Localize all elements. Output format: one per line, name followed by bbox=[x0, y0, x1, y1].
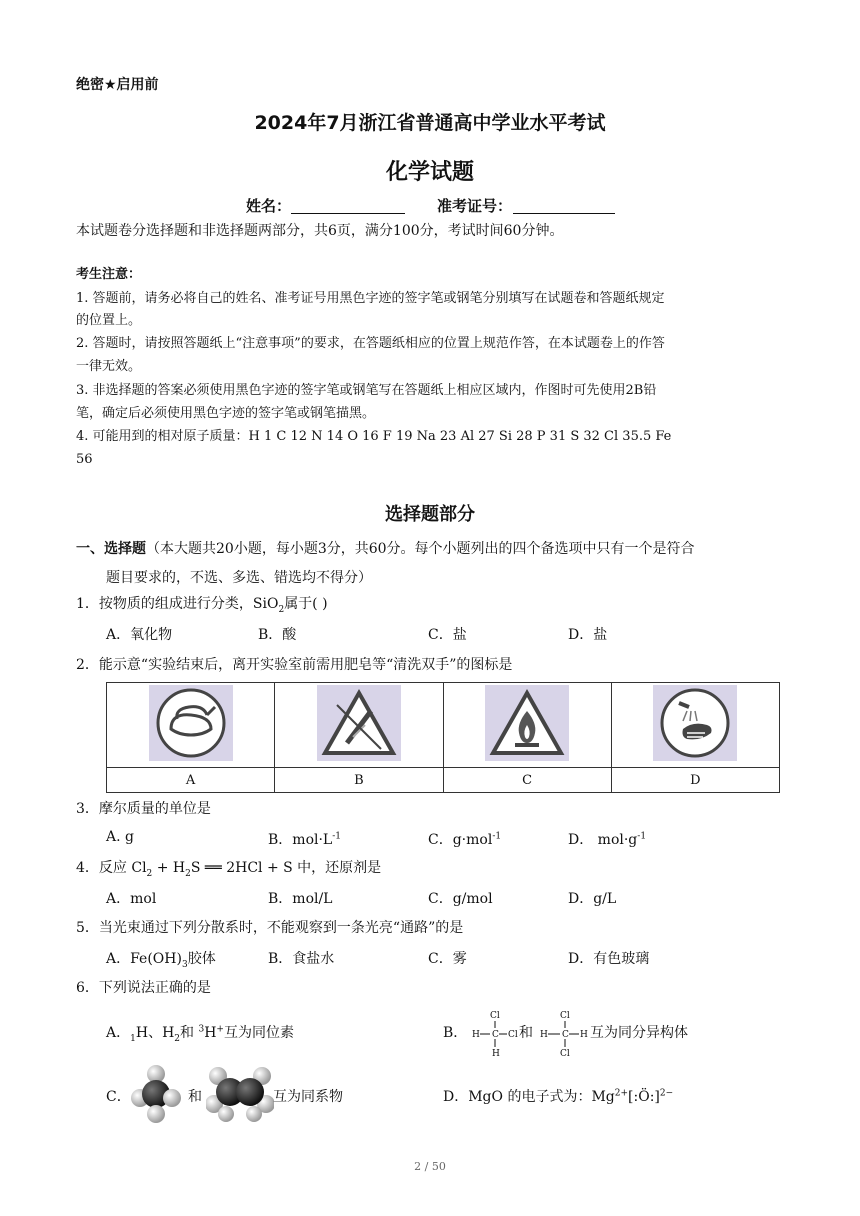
struct1-h-bottom: H bbox=[492, 1049, 500, 1058]
q3-option-d bbox=[568, 829, 646, 849]
id-label: 准考证号： bbox=[437, 197, 513, 215]
q6-d-pre: D．MgO 的电子式为：Mg bbox=[443, 1089, 615, 1105]
q6-option-a bbox=[106, 1022, 294, 1042]
q1-option-a: A．氧化物 bbox=[106, 627, 173, 643]
struct1-c: C bbox=[492, 1030, 499, 1040]
q2-label-c: C bbox=[443, 768, 611, 793]
q1-stem bbox=[76, 594, 328, 614]
hand-wash-basin-icon bbox=[149, 685, 233, 761]
secret-label: 绝密★启用前 bbox=[76, 77, 159, 93]
q2-cell-b bbox=[275, 683, 443, 768]
q4-sub-1: 2 bbox=[146, 868, 153, 879]
note-3b: 笔，确定后必须使用黑色字迹的签字笔或钢笔描黑。 bbox=[76, 406, 376, 421]
q4-option-d: D．g/L bbox=[568, 891, 617, 907]
q4-option-c: C．g/mol bbox=[428, 891, 493, 907]
q6-option-d bbox=[443, 1086, 673, 1106]
q6-c-mid: 和 bbox=[188, 1089, 202, 1105]
q5-option-d: D．有色玻璃 bbox=[568, 951, 650, 967]
q5-option-c: C．雾 bbox=[428, 951, 467, 967]
page-number: 2 / 50 bbox=[414, 1160, 446, 1173]
q5-a-tail: 胶体 bbox=[187, 951, 216, 967]
q6-d-mid: [:Ö:] bbox=[628, 1089, 660, 1105]
note-2a: 2. 答题时，请按照答题纸上“注意事项”的要求，在答题纸相应的位置上规范作答，在本试题卷上的作答 bbox=[76, 336, 665, 351]
q4-stem bbox=[76, 858, 381, 878]
q6-d-sup2: 2− bbox=[659, 1088, 674, 1099]
struct2-c: C bbox=[562, 1030, 569, 1040]
flame-warning-icon bbox=[485, 685, 569, 761]
q4-sub-2: 2 bbox=[185, 868, 191, 879]
part-intro bbox=[76, 539, 695, 559]
q3-d-main: D． mol·g bbox=[568, 832, 638, 848]
q2-icon-table bbox=[106, 682, 780, 793]
q2-label-a: A bbox=[107, 768, 275, 793]
q3-b-sup: -1 bbox=[332, 831, 341, 842]
q1-option-b: B．酸 bbox=[258, 627, 297, 643]
q3-option-b bbox=[268, 829, 341, 849]
struct2-h-right: H bbox=[580, 1030, 588, 1040]
q6-b-mid: 和 bbox=[519, 1025, 533, 1041]
note-4b: 56 bbox=[76, 452, 93, 467]
methane-model-icon bbox=[130, 1064, 182, 1124]
sharp-object-warning-icon bbox=[317, 685, 401, 761]
q6-c-tail: 互为同系物 bbox=[273, 1089, 343, 1105]
q6-a-t2: 和 bbox=[180, 1025, 199, 1041]
q1-option-d: D．盐 bbox=[568, 627, 608, 643]
name-blank bbox=[291, 213, 405, 214]
struct2-cl-top: Cl bbox=[560, 1011, 570, 1021]
ethane-model-icon bbox=[206, 1064, 274, 1122]
struct1-h-left: H bbox=[472, 1030, 480, 1040]
q2-cell-a bbox=[107, 683, 275, 768]
part-label: 一、选择题 bbox=[76, 541, 146, 557]
q6-d-sup1: 2+ bbox=[614, 1088, 629, 1099]
q5-option-b: B．食盐水 bbox=[268, 951, 335, 967]
q6-a-s4: + bbox=[216, 1024, 224, 1035]
q6-c-pre: C． bbox=[106, 1089, 131, 1105]
q2-label-d: D bbox=[611, 768, 779, 793]
q5-a-sub: 3 bbox=[181, 959, 188, 970]
q6-b-tail: 互为同分异构体 bbox=[590, 1025, 688, 1041]
q1-sub: 2 bbox=[278, 604, 285, 615]
q6-stem: 6．下列说法正确的是 bbox=[76, 980, 211, 996]
q4-stem-b: + H bbox=[152, 860, 186, 876]
q1-stem-b: 属于( ) bbox=[284, 596, 328, 612]
q3-b-main: B．mol·L bbox=[268, 832, 333, 848]
q2-cell-d bbox=[611, 683, 779, 768]
q1-stem-a: 1．按物质的组成进行分类，SiO bbox=[76, 596, 279, 612]
struct2-h-left: H bbox=[540, 1030, 548, 1040]
q5-a-main: A．Fe(OH) bbox=[106, 951, 182, 967]
note-2b: 一律无效。 bbox=[76, 359, 142, 374]
q4-stem-a: 4．反应 Cl bbox=[76, 860, 147, 876]
q5-option-a bbox=[106, 948, 216, 968]
q6-b-pre: B． bbox=[443, 1025, 468, 1041]
section-title: 选择题部分 bbox=[385, 504, 475, 525]
q6-a-s3: 3 bbox=[198, 1024, 205, 1035]
q6-a-pre: A． bbox=[106, 1025, 131, 1041]
q2-stem: 2．能示意“实验结束后，离开实验室前需用肥皂等“清洗双手”的图标是 bbox=[76, 657, 513, 673]
struct2-cl-bottom: Cl bbox=[560, 1049, 570, 1058]
q6-a-s2: 2 bbox=[174, 1033, 181, 1044]
q6-a-t1: H、H bbox=[135, 1025, 175, 1041]
notes-heading: 考生注意： bbox=[76, 267, 142, 282]
part-desc-2: 题目要求的，不选、多选、错选均不得分） bbox=[106, 570, 372, 586]
q4-stem-c: S ══ 2HCl + S 中，还原剂是 bbox=[190, 860, 382, 876]
q3-option-c bbox=[428, 829, 501, 849]
name-label: 姓名： bbox=[246, 197, 292, 215]
note-3a: 3. 非选择题的答案必须使用黑色字迹的签字笔或钢笔写在答题纸上相应区域内，作图时可先使用2B铅 bbox=[76, 383, 657, 398]
q4-option-b: B．mol/L bbox=[268, 891, 333, 907]
note-1a: 1. 答题前，请务必将自己的姓名、准考证号用黑色字迹的签字笔或钢笔分别填写在试题卷和答题纸规定 bbox=[76, 291, 665, 306]
part-desc: （本大题共20小题，每小题3分，共60分。每个小题列出的四个备选项中只有一个是符合 bbox=[146, 541, 695, 557]
q3-stem: 3．摩尔质量的单位是 bbox=[76, 801, 211, 817]
note-1b: 的位置上。 bbox=[76, 313, 142, 328]
q6-a-s1: 1 bbox=[130, 1033, 136, 1044]
exam-title: 2024年7月浙江省普通高中学业水平考试 bbox=[254, 112, 606, 134]
intro-text: 本试题卷分选择题和非选择题两部分，共6页，满分100分，考试时间60分钟。 bbox=[76, 223, 564, 239]
id-blank bbox=[513, 213, 615, 214]
q2-cell-c bbox=[443, 683, 611, 768]
note-4a: 4. 可能用到的相对原子质量：H 1 C 12 N 14 O 16 F 19 Na 23 Al 27 Si 28 P 31 S 32 Cl 35.5 Fe bbox=[76, 429, 672, 444]
q3-option-a: A. g bbox=[106, 829, 134, 845]
q3-c-main: C．g·mol bbox=[428, 832, 493, 848]
subject-title: 化学试题 bbox=[385, 160, 474, 185]
q4-option-a: A．mol bbox=[106, 891, 157, 907]
q5-stem: 5．当光束通过下列分散系时，不能观察到一条光亮“通路”的是 bbox=[76, 920, 464, 936]
q6-a-t3: H bbox=[204, 1025, 217, 1041]
q1-option-c: C．盐 bbox=[428, 627, 467, 643]
struct1-cl-top: Cl bbox=[490, 1011, 500, 1021]
q2-label-b: B bbox=[275, 768, 443, 793]
q6-a-t4: 互为同位素 bbox=[223, 1025, 294, 1041]
q3-c-sup: -1 bbox=[492, 831, 502, 842]
wash-hands-icon bbox=[653, 685, 737, 761]
q3-d-sup: -1 bbox=[637, 831, 647, 842]
struct1-cl-right: Cl bbox=[508, 1030, 518, 1040]
